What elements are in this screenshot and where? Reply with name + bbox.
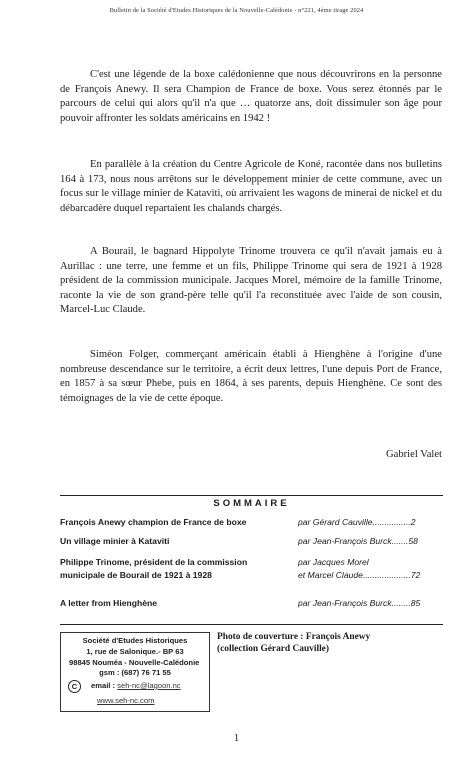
author-signature: Gabriel Valet	[386, 449, 442, 460]
page-number: 1	[233, 733, 240, 744]
organization-name: Société d'Etudes Historiques	[82, 636, 188, 645]
organization-email-line	[91, 681, 181, 692]
sommaire-top-rule	[60, 495, 443, 496]
toc-author-line: par Jacques Morel	[298, 557, 369, 567]
toc-author-line: par Jean-François Burck.......58	[298, 536, 418, 546]
toc-title-line: municipale de Bourail de 1921 à 1928	[60, 570, 212, 580]
toc-title-line: Philippe Trinome, président de la commission	[60, 557, 248, 567]
cover-photo-caption: Photo de couverture : François Anewy	[217, 632, 371, 642]
toc-author-line: et Marcel Claude....................72	[298, 570, 421, 580]
toc-entry-author	[298, 535, 443, 548]
sommaire-bottom-rule	[60, 624, 443, 625]
toc-title-line: A letter from Hienghène	[60, 598, 158, 608]
cover-photo-credit	[217, 631, 447, 655]
intro-paragraph	[60, 68, 442, 126]
intro-paragraph	[60, 348, 442, 406]
organization-city: 98845 Nouméa - Nouvelle-Calédonie	[69, 657, 200, 667]
toc-entry-title	[60, 556, 285, 582]
organization-phone: gsm : (687) 76 71 55	[99, 668, 171, 678]
intro-paragraph-text: Siméon Folger, commerçant américain établi à Hienghène à l'origine d'une nombreuse descendance sur le territoire, a écrit deux lettres, l'une depuis Port de France, en 1857 à sa sœur Phebe, puis en 1864, à ses parents, depuis Hienghène. Ce sont des témoignages de la vie de cette époque.	[60, 349, 442, 404]
toc-entry-author	[298, 597, 443, 610]
cover-photo-collection: (collection Gérard Cauville)	[217, 644, 329, 654]
website-link[interactable]: www.seh-nc.com	[97, 696, 155, 705]
organization-address: 1, rue de Salonique.- BP 63	[86, 646, 184, 656]
organization-website-line	[97, 696, 154, 707]
toc-entry-title	[60, 516, 285, 529]
toc-entry-title	[60, 535, 285, 548]
copyright-icon: C	[68, 680, 81, 693]
toc-title-line: Un village minier à Kataviti	[60, 536, 170, 546]
intro-paragraph	[60, 158, 442, 216]
intro-paragraph-text: C'est une légende de la boxe calédonienne que nous découvrirons en la personne de François Anewy. Il sera Champion de France de boxe. Vous serez étonnés par le parcours de celui qui alors qu'il n'a que … quatorze ans, doit dissimuler son âge pour pouvoir affronter les soldats américains en 1942 !	[60, 69, 442, 124]
sommaire-title: SOMMAIRE	[213, 498, 290, 509]
toc-author-line: par Gérard Cauville................2	[298, 517, 416, 527]
intro-paragraph	[60, 245, 442, 318]
intro-paragraph-text: En parallèle à la création du Centre Agricole de Koné, racontée dans nos bulletins 164 à 173, nous nous arrêtons sur le développement minier de cette commune, avec un focus sur le village minier de Kataviti, où arrivaient les wagons de minerai de nickel et du débarcadère duquel repartaient les chalands chargés.	[60, 159, 442, 214]
intro-paragraph-text: A Bourail, le bagnard Hippolyte Trinome trouvera ce qu'il n'avait jamais eu à Aurillac : une terre, une femme et un fils, Philippe Trinome qui sera de 1921 à 1928 président de la commission municipale. Jacques Morel, mémoire de la famille Trinome, raconte la vie de son grand-père telle qu'il l'a reconstituée avec l'aide de son cousin, Marcel-Luc Claude.	[60, 246, 442, 316]
toc-title-line: François Anewy champion de France de boxe	[60, 517, 247, 527]
toc-entry-title	[60, 597, 285, 610]
organization-contact-box	[60, 632, 210, 712]
running-header: Bulletin de la Société d'Etudes Historiques de la Nouvelle-Calédonie - n°221, 4ème tirage 2024	[109, 7, 364, 14]
email-label: email :	[91, 681, 118, 690]
toc-author-line: par Jean-François Burck........85	[298, 598, 421, 608]
toc-entry-author	[298, 516, 443, 529]
toc-entry-author	[298, 556, 443, 582]
email-link[interactable]: seh-nc@lagoon.nc	[117, 681, 181, 690]
